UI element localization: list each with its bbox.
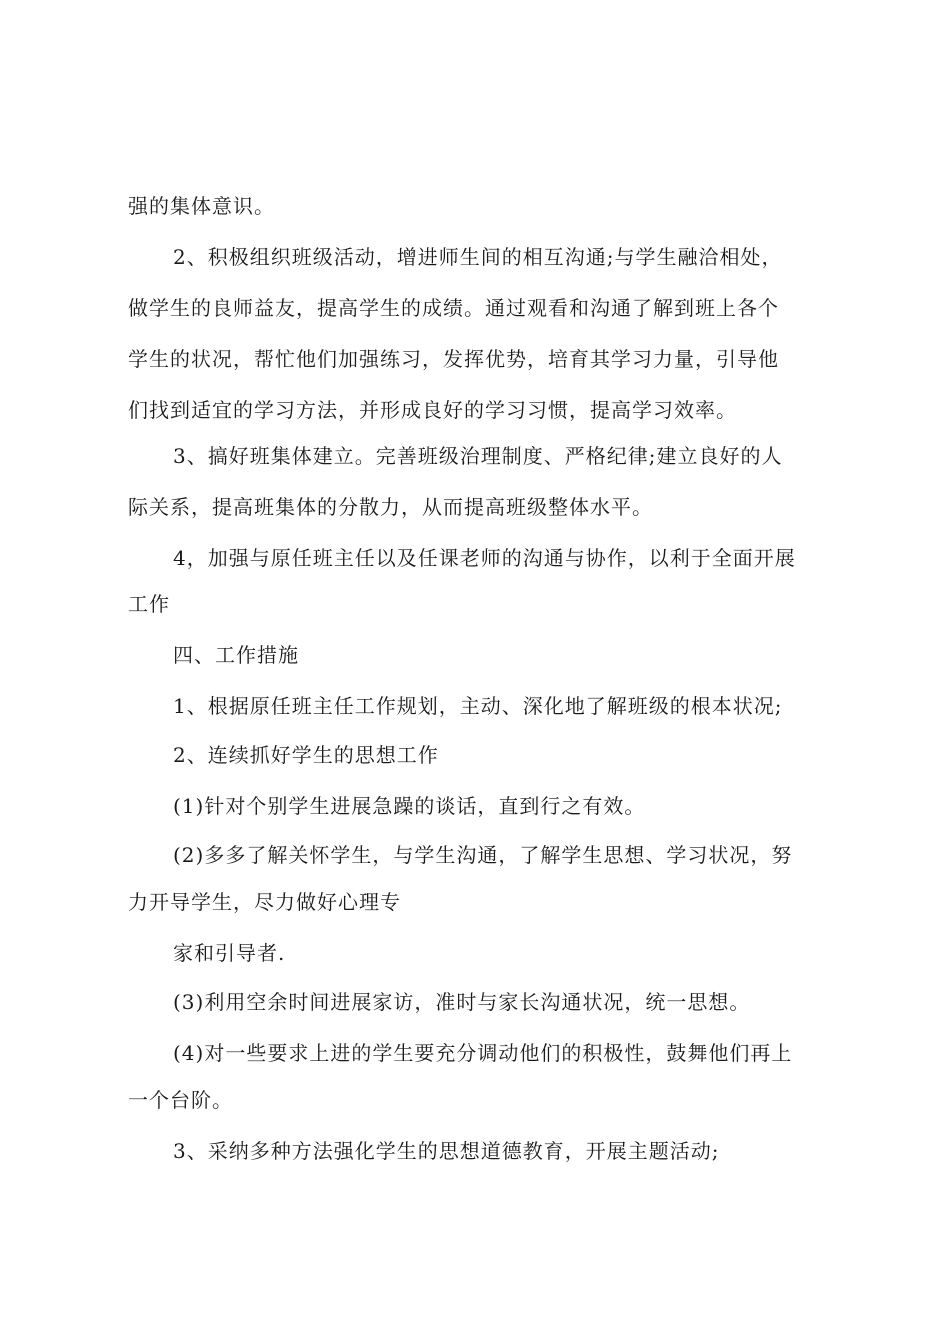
text-line: 一个台阶。 bbox=[128, 1088, 233, 1112]
text-line: (1)针对个别学生进展急躁的谈话，直到行之有效。 bbox=[173, 794, 646, 818]
text-line: (2)多多了解关怀学生，与学生沟通，了解学生思想、学习状况，努 bbox=[173, 843, 793, 867]
text-line: 们找到适宜的学习方法，并形成良好的学习习惯，提高学习效率。 bbox=[128, 398, 737, 422]
text-line: 力开导学生，尽力做好心理专 bbox=[128, 890, 401, 914]
text-line: 学生的状况，帮忙他们加强练习，发挥优势，培育其学习力量，引导他 bbox=[128, 347, 779, 371]
text-line: 家和引导者. bbox=[173, 941, 286, 965]
text-line: 做学生的良师益友，提高学生的成绩。通过观看和沟通了解到班上各个 bbox=[128, 296, 779, 320]
text-line: 2、连续抓好学生的思想工作 bbox=[173, 743, 439, 767]
text-line: (4)对一些要求上进的学生要充分调动他们的积极性，鼓舞他们再上 bbox=[173, 1041, 793, 1065]
text-line: 际关系，提高班集体的分散力，从而提高班级整体水平。 bbox=[128, 495, 653, 519]
text-line: 2、积极组织班级活动，增进师生间的相互沟通;与学生融洽相处， bbox=[173, 245, 783, 269]
text-line: 强的集体意识。 bbox=[128, 194, 275, 218]
text-line: 4，加强与原任班主任以及任课老师的沟通与协作，以利于全面开展 bbox=[173, 546, 796, 570]
text-line: 1、根据原任班主任工作规划，主动、深化地了解班级的根本状况; bbox=[173, 694, 783, 718]
text-line: 工作 bbox=[128, 592, 170, 616]
text-line: 3、搞好班集体建立。完善班级治理制度、严格纪律;建立良好的人 bbox=[173, 444, 783, 468]
section-heading: 四、工作措施 bbox=[173, 643, 299, 667]
text-line: 3、采纳多种方法强化学生的思想道德教育，开展主题活动; bbox=[173, 1139, 720, 1163]
text-line: (3)利用空余时间进展家访，准时与家长沟通状况，统一思想。 bbox=[173, 990, 751, 1014]
